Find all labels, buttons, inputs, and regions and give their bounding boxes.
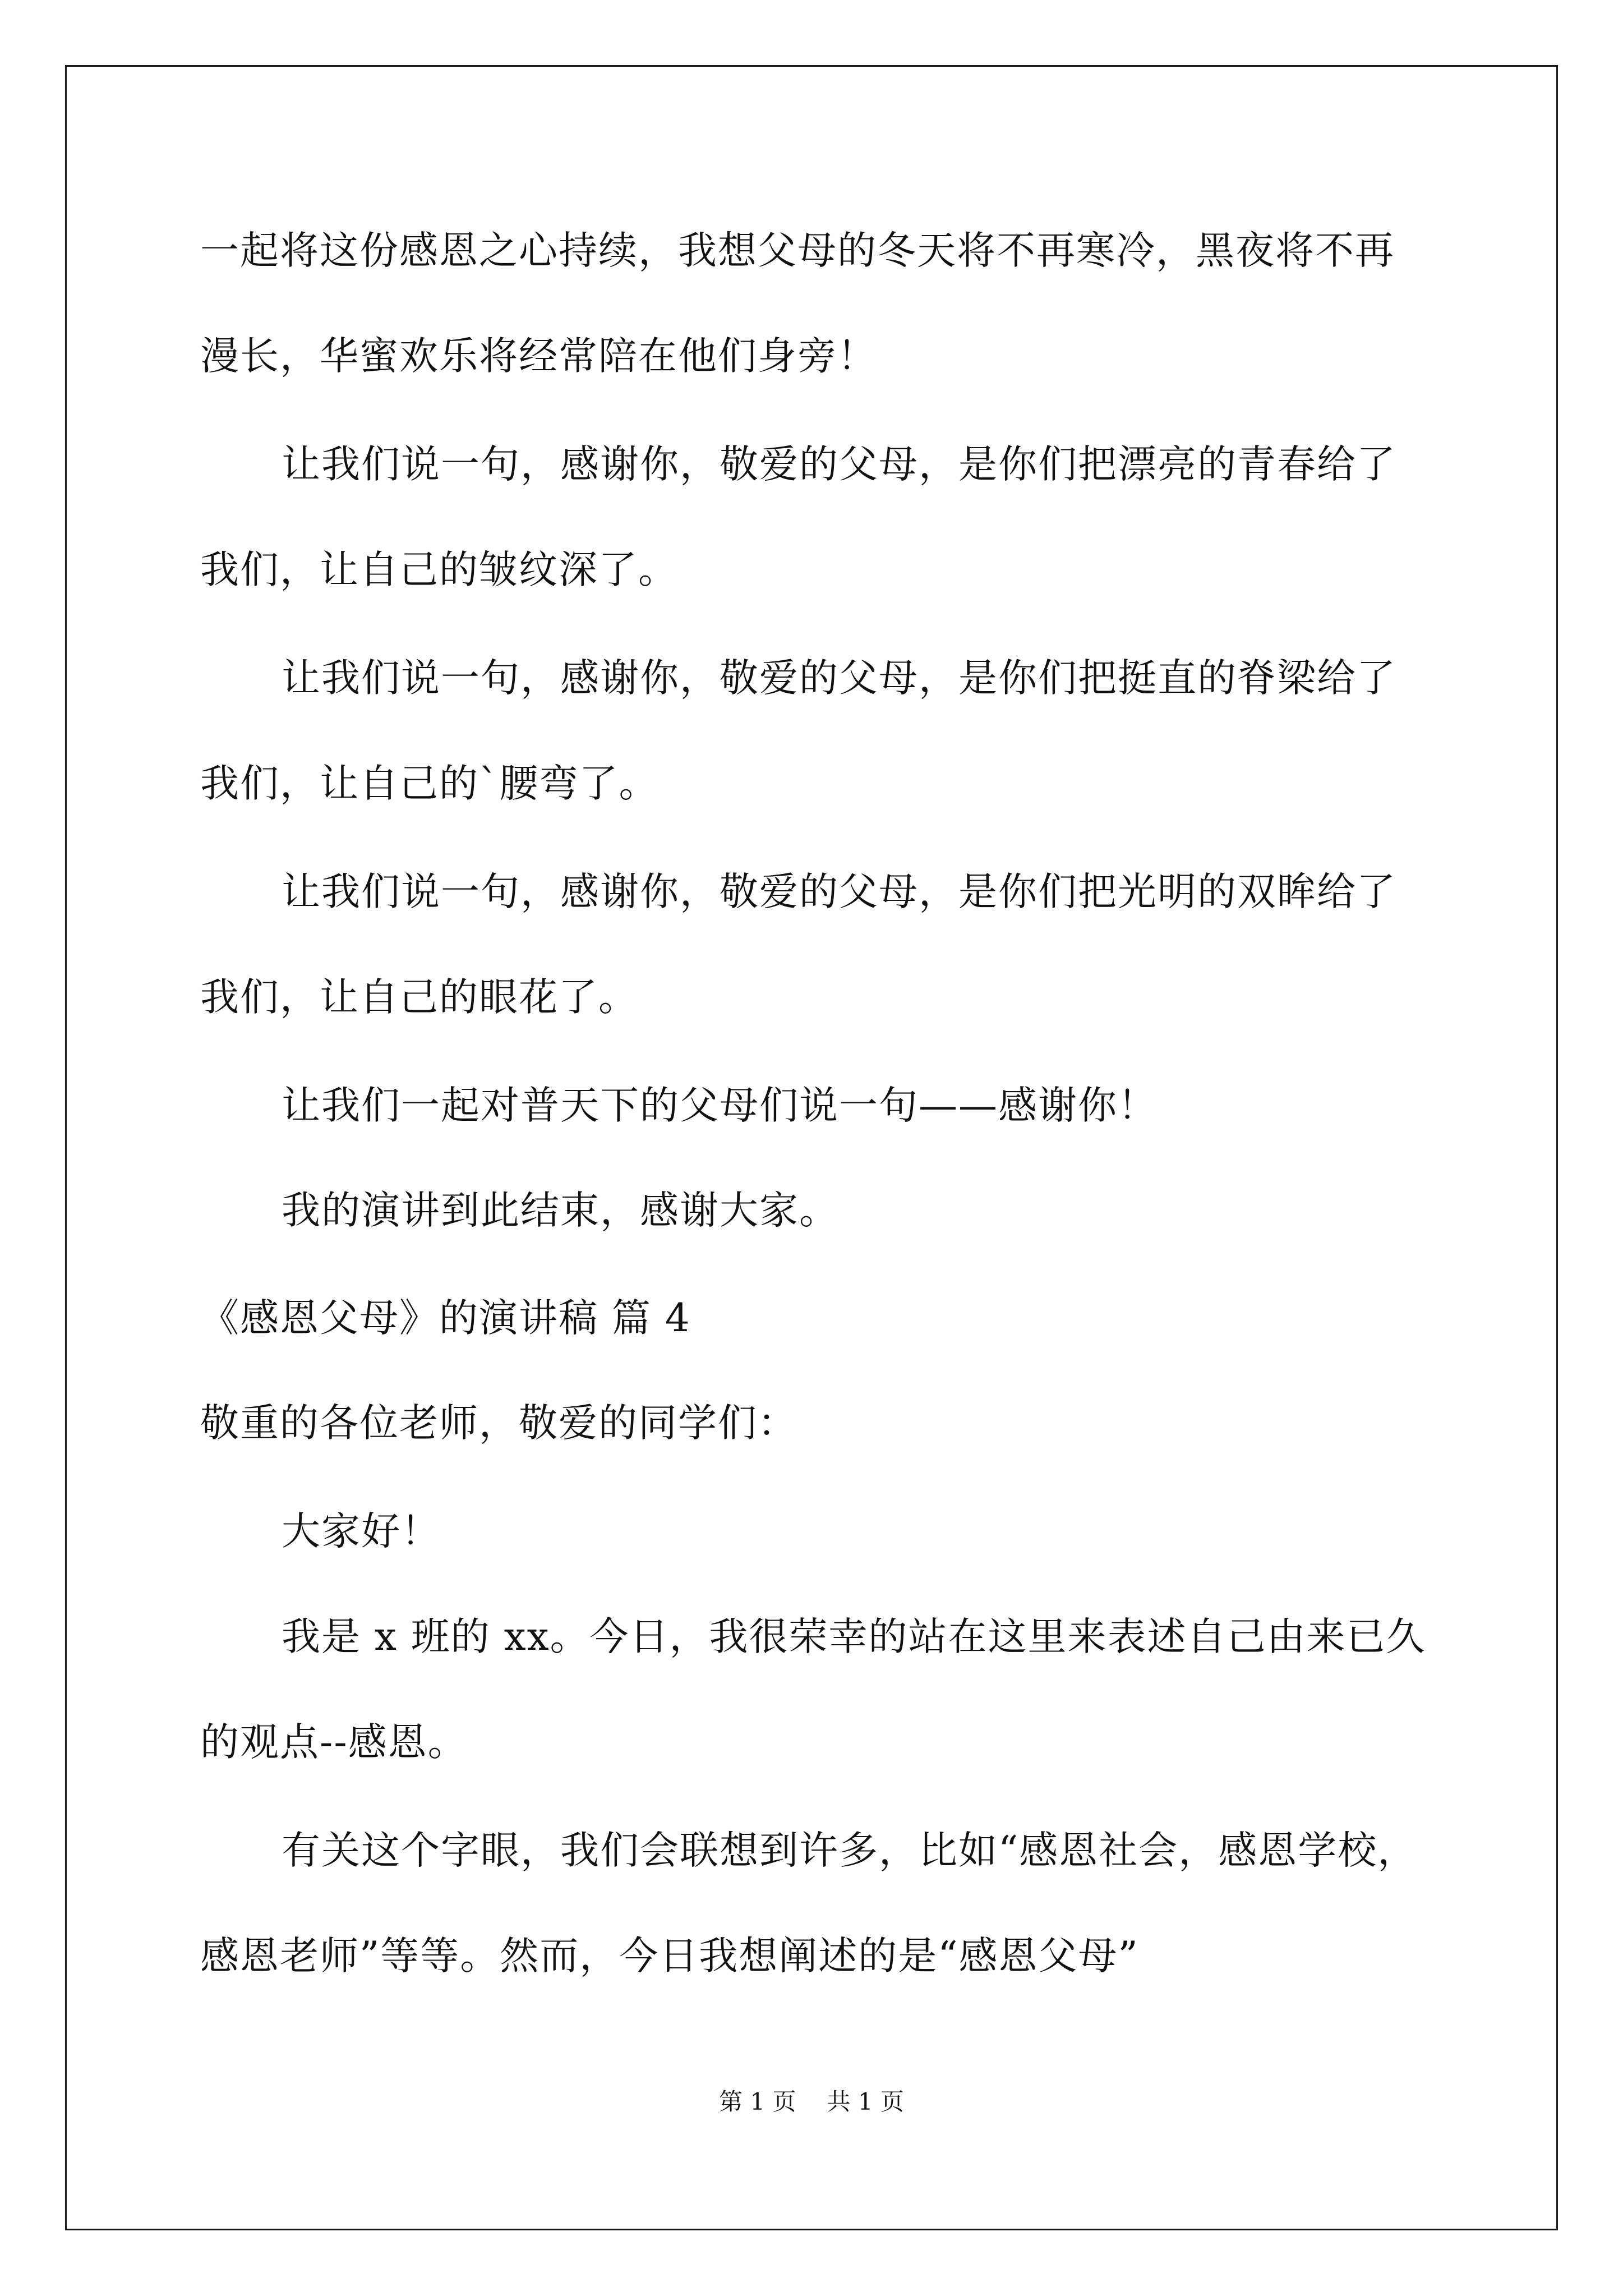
greeting: 大家好！ — [282, 1509, 441, 1554]
page-footer — [0, 2088, 1623, 2116]
page-total: 共 1 页 — [827, 2088, 904, 2115]
body-line: 感恩老师”等等。然而，今日我想阐述的是“感恩父母” — [200, 1934, 1139, 1978]
page-border — [65, 65, 1558, 2230]
body-line: 一起将这份感恩之心持续，我想父母的冬天将不再寒冷，黑夜将不再 — [200, 228, 1395, 273]
body-line: 有关这个字眼，我们会联想到许多，比如“感恩社会，感恩学校， — [282, 1828, 1418, 1873]
section-heading: 《感恩父母》的演讲稿 篇 4 — [200, 1296, 691, 1341]
body-line: 漫长，华蜜欢乐将经常陪在他们身旁！ — [200, 334, 877, 379]
body-line: 让我们一起对普天下的父母们说一句——感谢你！ — [282, 1083, 1158, 1128]
body-line: 我的演讲到此结束，感谢大家。 — [282, 1188, 839, 1233]
body-line: 让我们说一句，感谢你，敬爱的父母，是你们把漂亮的青春给了 — [282, 442, 1396, 487]
body-line: 让我们说一句，感谢你，敬爱的父母，是你们把挺直的脊梁给了 — [282, 656, 1396, 701]
body-line: 让我们说一句，感谢你，敬爱的父母，是你们把光明的双眸给了 — [282, 869, 1396, 914]
body-line: 的观点--感恩。 — [200, 1720, 468, 1765]
body-line: 我们，让自己的皱纹深了。 — [200, 547, 678, 592]
salutation: 敬重的各位老师，敬爱的同学们： — [200, 1401, 797, 1446]
page-number: 第 1 页 — [719, 2088, 796, 2115]
body-line: 我们，让自己的眼花了。 — [200, 975, 638, 1020]
body-line: 我们，让自己的`腰弯了。 — [200, 761, 659, 806]
body-line: 我是 x 班的 xx。今日，我很荣幸的站在这里来表述自己由来已久 — [282, 1614, 1426, 1659]
